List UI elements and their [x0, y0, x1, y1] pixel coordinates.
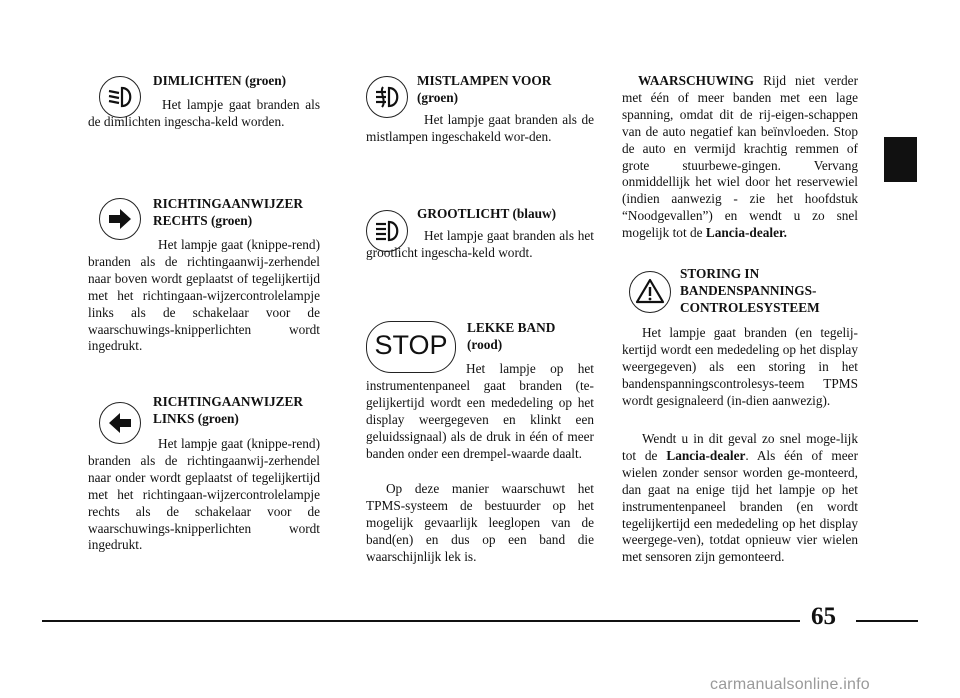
warning-label: WAARSCHUWING — [638, 73, 754, 88]
tpms-fault-body-2: Wendt u in dit geval zo snel moge-lijk tot de Lancia-dealer. Als één of meer wielen zonder sensor worden ge-monteerd, dan gaat na enige tijd het lampje op het instrumentenpaneel branden (en wordt tegelijkertijd een mededeling op het display weergege-ven), totdat opnieuw vier wielen met sensoren zijn gemonteerd. — [622, 431, 859, 565]
high-beam-body: Het lampje gaat branden als het grootlicht ingescha-keld wordt. — [366, 228, 594, 260]
fog-lamp-body: Het lampje gaat branden als de mistlampen ingeschakeld wor-den. — [366, 112, 594, 144]
footer-rule-right — [856, 620, 918, 622]
stop-icon-label: STOP — [374, 330, 448, 360]
dealer-name-2: Lancia-dealer — [666, 447, 746, 463]
tpms-fault-body: Het lampje gaat branden (en tegelij-kertijd wordt een mededeling op het display weergegeven) als een storing in het bandenspanningscontrolesys-teem TPMS wordt gesignaleerd (in-dien aanwezig). — [622, 325, 858, 408]
watermark: carmanualsonline.info — [710, 676, 870, 693]
right-arrow-icon — [99, 198, 141, 240]
right-indicator-body: Het lampje gaat (knippe-rend) branden als de richtingaanwij-zerhendel naar boven wordt geplaatst of tegelijkertijd met het richtingaan-wijzercontrolelampje links als de schakelaar voor de waarschuwings-knipperlichten wordt ingedrukt. — [88, 237, 320, 354]
page-number: 65 — [811, 603, 836, 630]
tpms-fault-title: STORING IN BANDENSPANNINGS-CONTROLESYSTEEM — [680, 266, 820, 315]
warning-triangle-icon — [629, 271, 671, 313]
low-beam-body: Het lampje gaat branden als de dimlichten ingescha-keld worden. — [88, 97, 320, 129]
flat-tyre-body-1: Het lampje op het instrumentenpaneel gaat branden (te-gelijkertijd wordt een mededeling op het display weergegeven en klinkt een geluidssignaal) als de druk in één of meer banden onder een drempel-waarde daalt. — [366, 361, 594, 461]
section-tab — [884, 137, 917, 182]
high-beam-title: GROOTLICHT (blauw) — [417, 206, 557, 221]
warning-paragraph: WAARSCHUWING Rijd niet verder met één of meer banden met een lage spanning, omdat dit de rij-eigen-schappen van de auto negatief kan beïnvloeden. Stop de auto en vermijd krachtig remmen of grote stuurbewe-gingen. Vervang onmiddellijk het wiel door het reservewiel (indien aanwezig - zie het hoofdstuk “Noodgevallen”) en wendt u zo snel mogelijk tot de Lancia-dealer. — [622, 73, 859, 241]
left-indicator-title: RICHTINGAANWIJZER LINKS (groen) — [153, 394, 303, 426]
low-beam-title: DIMLICHTEN (groen) — [153, 73, 287, 88]
flat-tyre-body-2: Op deze manier waarschuwt het TPMS-systeem de bestuurder op het mogelijk gevaarlijk leeglopen van de band(en) en dus op een band die waarschijnlijk lek is. — [366, 481, 594, 564]
dealer-name: Lancia-dealer. — [705, 225, 787, 241]
fog-lamp-title: MISTLAMPEN VOOR (groen) — [417, 73, 552, 105]
left-indicator-body: Het lampje gaat (knippe-rend) branden als de richtingaanwij-zerhendel naar onder wordt geplaatst of tegelijkertijd met het richtingaan-wijzercontrolelampje rechts als de schakelaar voor de waarschuwings-knipperlichten wordt ingedrukt. — [88, 436, 320, 553]
flat-tyre-title: LEKKE BAND (rood) — [467, 320, 556, 352]
footer-rule-left — [42, 620, 800, 622]
right-indicator-title: RICHTINGAANWIJZER RECHTS (groen) — [153, 196, 303, 228]
